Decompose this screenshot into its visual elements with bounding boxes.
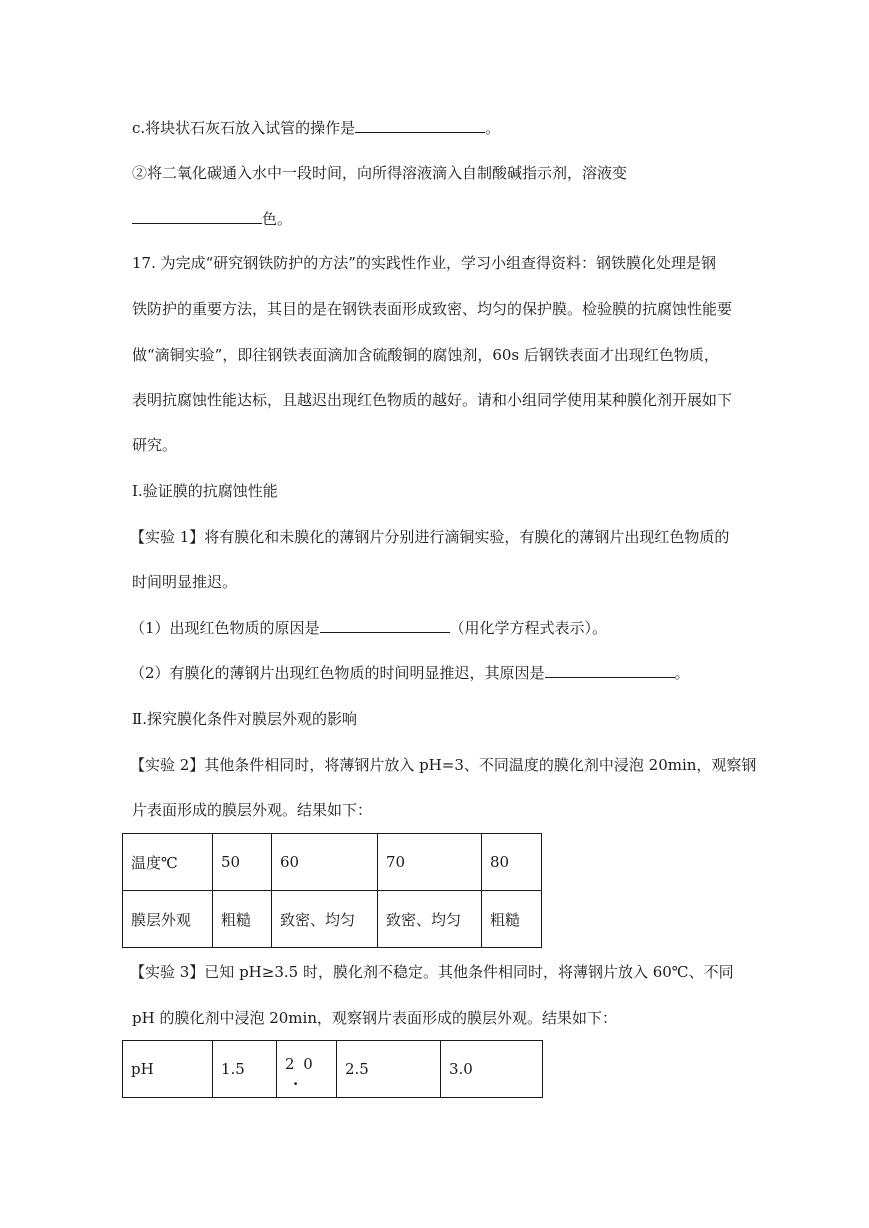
cell-text: 2 0 — [285, 1055, 315, 1073]
line-2: ②将二氧化碳通入水中一段时间，向所得溶液滴入自制酸碱指示剂，溶液变 — [132, 164, 628, 182]
line-13-text: （2）有膜化的薄钢片出现红色物质的时间明显推迟，其原因是 — [130, 664, 545, 682]
table-cell — [277, 1041, 337, 1098]
line-18: pH 的膜化剂中浸泡 20min，观察钢片表面形成的膜层外观。结果如下： — [132, 1009, 617, 1027]
line-3 — [132, 209, 292, 229]
table-cell: 3.0 — [441, 1041, 543, 1098]
answer-blank[interactable] — [355, 118, 485, 133]
table-cell: 1.5 — [213, 1041, 277, 1098]
line-12 — [130, 618, 607, 638]
table-cell: 60 — [272, 834, 378, 891]
line-1-text: c.将块状石灰石放入试管的操作是 — [132, 119, 356, 137]
table-cell: 50 — [213, 834, 272, 891]
table-cell: 2.5 — [337, 1041, 441, 1098]
table-cell: 70 — [378, 834, 482, 891]
table-row — [123, 1041, 543, 1098]
line-13-suffix: 。 — [674, 664, 690, 682]
temperature-table — [122, 833, 542, 948]
line-5: 铁防护的重要方法，其目的是在钢铁表面形成致密、均匀的保护膜。检验膜的抗腐蚀性能要 — [132, 300, 733, 318]
line-7: 表明抗腐蚀性能达标，且越迟出现红色物质的越好。请和小组同学使用某种膜化剂开展如下 — [132, 391, 733, 409]
line-17: 【实验 3】已知 pH≥3.5 时，膜化剂不稳定。其他条件相同时，将薄钢片放入 60℃、不同 — [130, 963, 734, 981]
table-row — [123, 891, 542, 948]
table-cell: 致密、均匀 — [378, 891, 482, 948]
line-4: 17. 为完成“研究钢铁防护的方法”的实践性作业，学习小组查得资料：钢铁膜化处理是钢 — [132, 254, 716, 272]
line-9: I.验证膜的抗腐蚀性能 — [132, 482, 278, 500]
answer-blank[interactable] — [132, 209, 262, 224]
line-3-suffix: 色。 — [262, 210, 293, 228]
cell-dot: . — [293, 1071, 299, 1089]
line-8: 研究。 — [132, 436, 178, 454]
line-14: Ⅱ.探究膜化条件对膜层外观的影响 — [132, 710, 357, 728]
table-cell: 80 — [482, 834, 542, 891]
ph-table — [122, 1040, 543, 1098]
table-row — [123, 834, 542, 891]
line-1 — [132, 118, 500, 138]
table-cell: 粗糙 — [213, 891, 272, 948]
line-12-suffix: （用化学方程式表示）。 — [449, 619, 608, 637]
table-cell: pH — [123, 1041, 213, 1098]
line-11: 时间明显推迟。 — [132, 573, 238, 591]
table-cell: 粗糙 — [482, 891, 542, 948]
line-12-text: （1）出现红色物质的原因是 — [130, 619, 320, 637]
line-6: 做“滴铜实验”，即往钢铁表面滴加含硫酸铜的腐蚀剂，60s 后钢铁表面才出现红色物质， — [132, 346, 719, 364]
table-cell: 致密、均匀 — [272, 891, 378, 948]
answer-blank[interactable] — [545, 663, 675, 678]
line-16: 片表面形成的膜层外观。结果如下： — [132, 801, 373, 819]
line-10: 【实验 1】将有膜化和未膜化的薄钢片分别进行滴铜实验，有膜化的薄钢片出现红色物质的 — [130, 528, 730, 546]
line-1-suffix: 。 — [485, 119, 501, 137]
table-cell: 膜层外观 — [123, 891, 213, 948]
line-15: 【实验 2】其他条件相同时，将薄钢片放入 pH=3、不同温度的膜化剂中浸泡 20min，观察钢 — [130, 756, 757, 774]
line-13 — [130, 663, 690, 683]
table-cell: 温度℃ — [123, 834, 213, 891]
answer-blank[interactable] — [320, 618, 450, 633]
